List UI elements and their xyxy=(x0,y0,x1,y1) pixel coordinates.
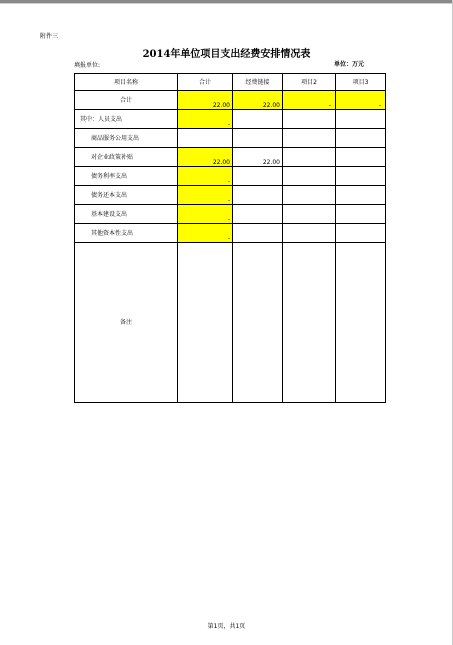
row-label: 债务利率支出 xyxy=(75,167,178,186)
cell-project-3[interactable] xyxy=(336,129,386,148)
cell-project-2[interactable] xyxy=(283,148,336,167)
remarks-cell[interactable] xyxy=(336,243,386,403)
page-title: 2014年单位项目支出经费安排情况表 xyxy=(142,49,311,60)
page-footer: 第1页，共1页 xyxy=(207,623,246,630)
cell-fund-link[interactable] xyxy=(233,129,283,148)
header-row xyxy=(75,74,386,91)
header-fund-link: 经费链接 xyxy=(233,74,283,91)
row-label: 基本建设支出 xyxy=(75,205,178,224)
row-label: 其他资本性支出 xyxy=(75,224,178,243)
cell-project-2[interactable] xyxy=(283,110,336,129)
cell-total[interactable]: - xyxy=(178,205,233,224)
cell-project-2[interactable] xyxy=(283,224,336,243)
table-row xyxy=(75,224,386,243)
cell-total[interactable]: - xyxy=(178,167,233,186)
remarks-label: 备注 xyxy=(75,243,178,403)
cell-fund-link[interactable] xyxy=(233,224,283,243)
cell-project-2[interactable] xyxy=(283,129,336,148)
table-row xyxy=(75,91,386,110)
table-row xyxy=(75,148,386,167)
cell-fund-link[interactable]: 22.00 xyxy=(233,148,283,167)
cell-project-3[interactable] xyxy=(336,186,386,205)
header-project-2: 项目2 xyxy=(283,74,336,91)
table-row xyxy=(75,205,386,224)
table-row xyxy=(75,129,386,148)
cell-project-3[interactable] xyxy=(336,205,386,224)
row-label: 其中：人员支出 xyxy=(75,110,178,129)
cell-project-2[interactable]: - xyxy=(283,91,336,110)
cell-fund-link[interactable] xyxy=(233,110,283,129)
header-total: 合计 xyxy=(178,74,233,91)
header-project-3: 项目3 xyxy=(336,74,386,91)
row-label: 商品服务公用支出 xyxy=(75,129,178,148)
table-row xyxy=(75,167,386,186)
remarks-cell[interactable] xyxy=(283,243,336,403)
table-row xyxy=(75,186,386,205)
cell-project-2[interactable] xyxy=(283,186,336,205)
remarks-row xyxy=(75,243,386,403)
cell-fund-link[interactable] xyxy=(233,205,283,224)
remarks-cell[interactable] xyxy=(178,243,233,403)
cell-fund-link[interactable] xyxy=(233,167,283,186)
remarks-cell[interactable] xyxy=(233,243,283,403)
cell-total[interactable] xyxy=(178,129,233,148)
cell-project-3[interactable] xyxy=(336,167,386,186)
cell-total[interactable]: - xyxy=(178,224,233,243)
row-label: 债务还本支出 xyxy=(75,186,178,205)
window-top-bar xyxy=(0,0,453,4)
cell-project-3[interactable] xyxy=(336,110,386,129)
cell-project-3[interactable] xyxy=(336,224,386,243)
cell-total[interactable]: - xyxy=(178,186,233,205)
reporting-unit-label: 填报单位: xyxy=(74,62,101,69)
cell-total[interactable]: 22.00 xyxy=(178,148,233,167)
annex-label: 附件三 xyxy=(40,33,59,40)
cell-project-3[interactable]: - xyxy=(336,91,386,110)
cell-total[interactable]: 22.00 xyxy=(178,91,233,110)
cell-total[interactable]: - xyxy=(178,110,233,129)
row-label: 对企业政策补贴 xyxy=(75,148,178,167)
header-project-name: 项目名称 xyxy=(75,74,178,91)
expenditure-table xyxy=(74,73,386,403)
row-label-total: 合计 xyxy=(75,91,178,110)
cell-fund-link[interactable] xyxy=(233,186,283,205)
cell-project-2[interactable] xyxy=(283,167,336,186)
table-row xyxy=(75,110,386,129)
cell-fund-link[interactable]: 22.00 xyxy=(233,91,283,110)
cell-project-2[interactable] xyxy=(283,205,336,224)
unit-label: 单位：万元 xyxy=(334,61,365,68)
cell-project-3[interactable] xyxy=(336,148,386,167)
